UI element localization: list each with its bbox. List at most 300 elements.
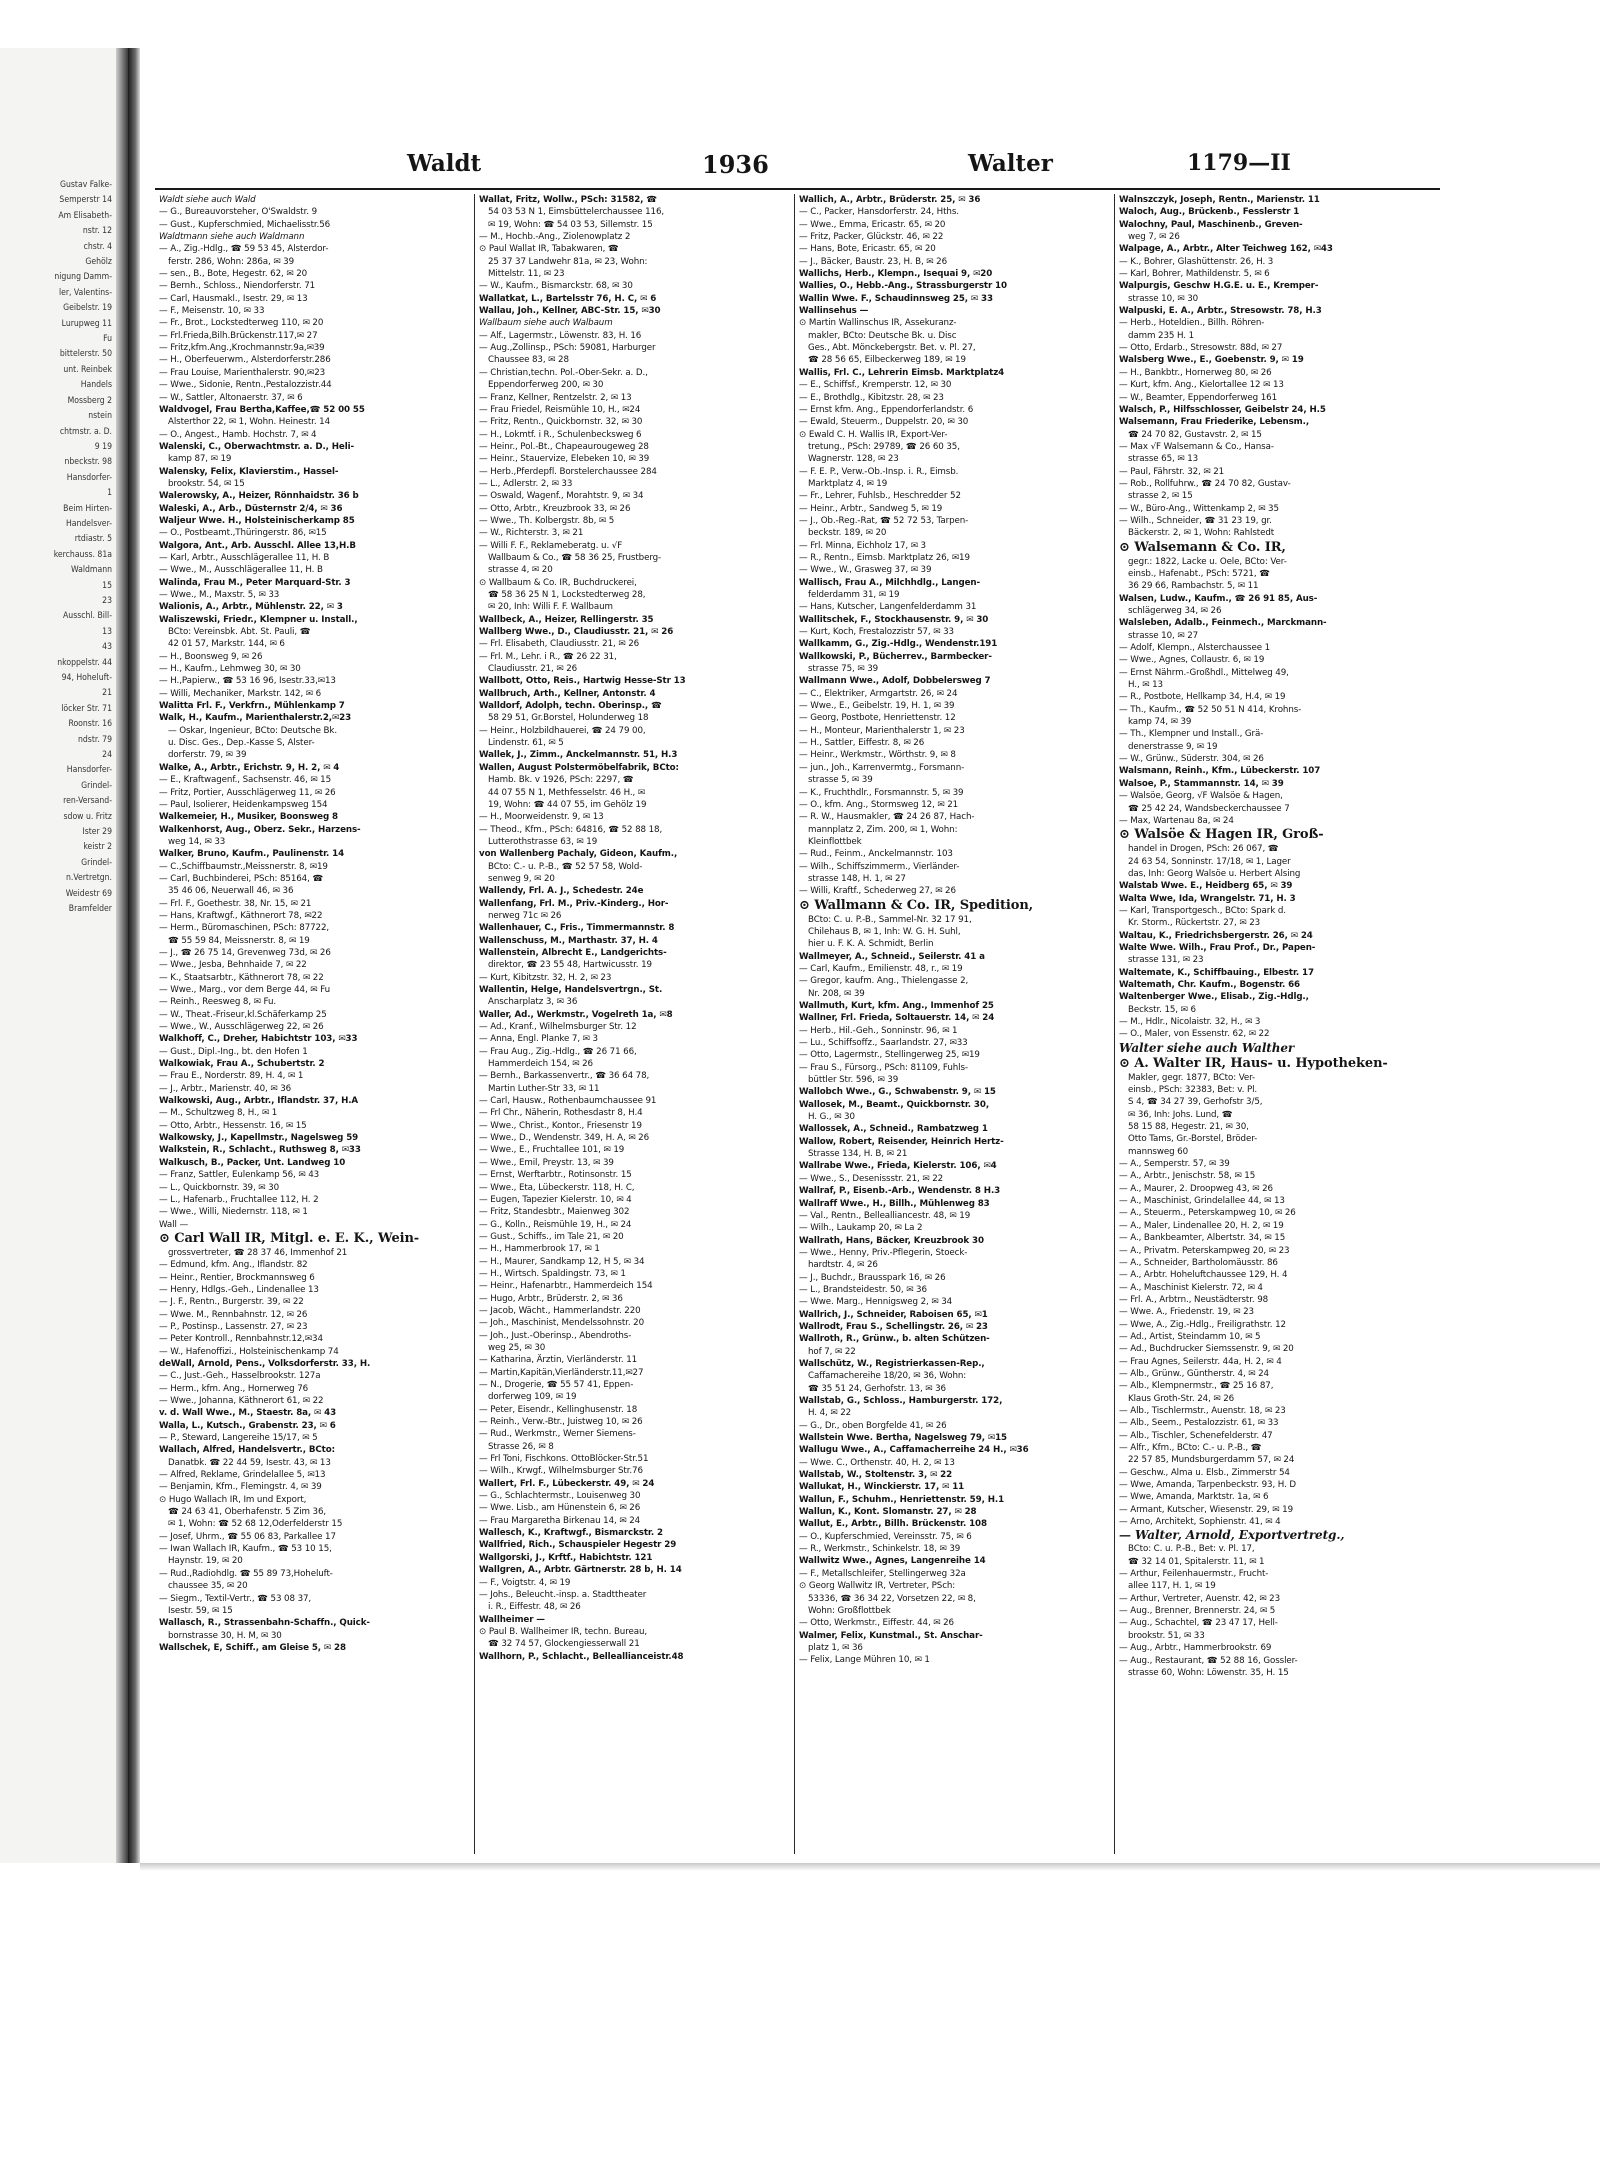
directory-entry: makler, BCto: Deutsche Bk. u. Disc: [808, 330, 957, 341]
directory-entry: — L., Adlerstr. 2, ✉ 33: [479, 478, 573, 489]
left-page-fragment: nkoppelstr. 44: [57, 657, 112, 668]
directory-entry: — M., Schultzweg 8, H., ✉ 1: [159, 1108, 278, 1119]
directory-entry: Mittelstr. 11, ✉ 23: [488, 269, 565, 280]
directory-entry: — K., Fruchthdlr., Forsmannstr. 5, ✉ 39: [799, 787, 964, 798]
directory-entry: Wallmuth, Kurt, kfm. Ang., Immenhof 25: [799, 1001, 994, 1011]
left-page-fragment: Mossberg 2: [67, 395, 112, 406]
directory-entry: Walkusch, B., Packer, Unt. Landweg 10: [159, 1157, 346, 1168]
directory-entry: — Alb., Tischler, Schenefelderstr. 47: [1119, 1430, 1273, 1441]
directory-entry: — Karl, Arbtr., Ausschlägerallee 11, H. B: [159, 552, 330, 563]
directory-entry: — Frl. Minna, Eichholz 17, ✉ 3: [799, 540, 926, 551]
directory-entry: gegr.: 1822, Lacke u. Oele, BCto: Ver-: [1128, 556, 1287, 567]
directory-entry: Wallobch Wwe., G., Schwabenstr. 9, ✉ 15: [799, 1087, 996, 1098]
directory-entry: — Hugo, Arbtr., Brüderstr. 2, ✉ 36: [479, 1293, 623, 1304]
directory-entry: — H., Sattler, Eiffestr. 8, ✉ 26: [799, 738, 925, 749]
directory-entry: Walpage, A., Arbtr., Alter Teichweg 162, ✉43: [1119, 244, 1333, 255]
directory-entry: Waleski, A., Arb., Düsternstr 2/4, ✉ 36: [159, 503, 343, 514]
directory-entry: — K., Bohrer, Glashüttenstr. 26, H. 3: [1119, 256, 1274, 267]
directory-entry: — Georg, Postbote, Henriettenstr. 12: [799, 713, 956, 724]
left-page-fragment: 13: [102, 626, 112, 637]
directory-entry: Waljeur Wwe. H., Holsteinischerkamp 85: [159, 515, 355, 526]
directory-entry: Wallen, August Polstermöbelfabrik, BCto:: [479, 762, 679, 773]
directory-entry: S 4, ☎ 34 27 39, Gerhofstr 3/5,: [1128, 1097, 1263, 1108]
directory-entry: — Anna, Engl. Planke 7, ✉ 3: [479, 1034, 598, 1045]
directory-entry: Wallkowski, P., Bücherrev., Barmbecker-: [799, 651, 992, 662]
left-page-fragment: Grindel-: [81, 857, 112, 868]
directory-entry: Walkowiak, Frau A., Schubertstr. 2: [159, 1059, 325, 1070]
directory-entry: — Frau E., Norderstr. 89, H. 4, ✉ 1: [159, 1071, 304, 1082]
directory-entry: Walpurgis, Geschw H.G.E. u. E., Kremper-: [1119, 281, 1319, 292]
directory-entry: — Peter, Eisendr., Kellinghusenstr. 18: [479, 1404, 638, 1415]
directory-entry: — E., Brothdlg., Kibitzstr. 28, ✉ 23: [799, 392, 944, 403]
directory-entry: ⊙ Hugo Wallach IR, Im und Export,: [159, 1494, 307, 1505]
directory-entry: — F., Metallschleifer, Stellingerweg 32a: [799, 1568, 966, 1579]
left-page-fragment: 23: [102, 595, 112, 606]
directory-entry: — H., Moorweidenstr. 9, ✉ 13: [479, 812, 604, 823]
directory-entry: ☎ 25 42 24, Wandsbeckerchaussee 7: [1128, 803, 1290, 814]
directory-entry: kamp 87, ✉ 19: [168, 454, 232, 465]
directory-entry: strasse 10, ✉ 30: [1128, 293, 1199, 304]
column-2: [475, 194, 795, 1854]
directory-entry: — Gregor, kaufm. Ang., Thielengasse 2,: [799, 976, 969, 987]
left-page-fragment: chstr. 4: [83, 241, 112, 252]
directory-entry: ⊙ Paul B. Wallheimer IR, techn. Bureau,: [479, 1626, 648, 1637]
left-page-fragment: Hansdorfer-: [66, 472, 112, 483]
directory-entry: BCto: C. u. P.-B., Sammel-Nr. 32 17 91,: [808, 914, 972, 925]
directory-entry: hier u. F. K. A. Schmidt, Berlin: [808, 939, 934, 950]
directory-entry: Wallraf, P., Eisenb.-Arb., Wendenstr. 8 H.3: [799, 1186, 1001, 1197]
directory-entry: ⊙ Georg Wallwitz IR, Vertreter, PSch:: [799, 1581, 956, 1592]
directory-entry: — A., Maler, Lindenallee 20, H. 2, ✉ 19: [1119, 1220, 1284, 1231]
left-page-fragment: Hansdorfer-: [66, 765, 112, 776]
directory-entry: — Hans, Bote, Ericastr. 65, ✉ 20: [799, 244, 936, 255]
directory-entry: 22 57 85, Mundsburgerdamm 57, ✉ 24: [1128, 1455, 1295, 1466]
directory-entry: — Carl, Hausmakl., Isestr. 29, ✉ 13: [159, 293, 308, 304]
directory-entry: — Walsöe, Georg, √F Walsöe & Hagen,: [1119, 791, 1283, 802]
directory-entry: — C., Just.-Geh., Hasselbrookstr. 127a: [159, 1371, 321, 1382]
directory-entry: Wagnerstr. 128, ✉ 23: [808, 454, 899, 465]
directory-entry: Wallinsehus —: [799, 306, 869, 317]
directory-entry: H. G., ✉ 30: [808, 1112, 855, 1123]
left-page-fragment: 1: [107, 488, 112, 499]
directory-entry: Walkenhorst, Aug., Oberz. Sekr., Harzens-: [159, 824, 361, 835]
directory-entry: — Willi, Mechaniker, Markstr. 142, ✉ 6: [159, 688, 322, 699]
page-header: [140, 150, 1440, 190]
directory-entry: — L., Hafenarb., Fruchtallee 112, H. 2: [159, 1194, 319, 1205]
directory-entry: — P., Postinsp., Lassenstr. 27, ✉ 23: [159, 1321, 308, 1332]
directory-entry: — Rud., Feinm., Anckelmannstr. 103: [799, 849, 953, 860]
directory-entry: — Val., Rentn., Bellealliancestr. 48, ✉ 19: [799, 1210, 971, 1221]
directory-entry: — Heinr., Werkmstr., Wörthstr. 9, ✉ 8: [799, 750, 956, 761]
directory-entry: — Wilh., Laukamp 20, ✉ La 2: [799, 1223, 923, 1234]
directory-entry: — H., Maurer, Sandkamp 12, H 5, ✉ 34: [479, 1256, 645, 1267]
left-page-fragment: Gehölz: [85, 257, 112, 268]
directory-entry: schlägerweg 34, ✉ 26: [1128, 606, 1222, 616]
left-page-fragment: unt. Reinbek: [63, 364, 112, 375]
directory-entry: v. d. Wall Wwe., M., Staestr. 8a, ✉ 43: [159, 1408, 337, 1419]
directory-entry: Walsoe, P., Stammannstr. 14, ✉ 39: [1119, 778, 1284, 789]
directory-entry: chaussee 35, ✉ 20: [168, 1581, 248, 1592]
directory-entry: grossvertreter, ☎ 28 37 46, Immenhof 21: [168, 1247, 348, 1258]
directory-entry: — O., Angest., Hamb. Hochstr. 7, ✉ 4: [159, 429, 317, 440]
directory-entry: — J., Arbtr., Marienstr. 40, ✉ 36: [159, 1083, 292, 1094]
directory-entry: — Oskar, Ingenieur, BCto: Deutsche Bk.: [168, 725, 337, 736]
directory-entry: weg 14, ✉ 33: [168, 836, 226, 847]
directory-entry: — Josef, Uhrm., ☎ 55 06 83, Parkallee 17: [159, 1531, 336, 1542]
directory-entry: — Frl.Frieda,Bilh.Brückenstr.117,✉ 27: [159, 330, 318, 341]
directory-entry: Wallheimer —: [479, 1614, 545, 1625]
directory-entry: — Gust., Dipl.-Ing., bt. den Hofen 1: [159, 1046, 308, 1057]
left-page-fragment: Bramfelder: [68, 904, 112, 915]
left-page-fragment: rtdiastr. 5: [74, 534, 112, 545]
directory-entry: strasse 148, H. 1, ✉ 27: [808, 873, 906, 884]
directory-entry: — G., Bureauvorsteher, O'Swaldstr. 9: [159, 207, 317, 218]
directory-entry: Wallosek, M., Beamt., Quickbornstr. 30,: [799, 1099, 990, 1110]
directory-entry: — G., Kolln., Reismühle 19, H., ✉ 24: [479, 1219, 632, 1230]
directory-entry: — Otto, Arbtr., Kreuzbrook 33, ✉ 26: [479, 503, 631, 514]
directory-entry: Wallwitz Wwe., Agnes, Langenreihe 14: [799, 1556, 986, 1567]
directory-entry: — Frau Louise, Marienthalerstr. 90,✉23: [159, 367, 326, 378]
left-page-fragment: Handelsver-: [65, 518, 112, 529]
directory-entry: 58 15 88, Hegestr. 21, ✉ 30,: [1128, 1122, 1249, 1133]
directory-entry: Klaus Groth-Str. 24, ✉ 26: [1128, 1393, 1235, 1404]
directory-entry: i. R., Eiffestr. 48, ✉ 26: [488, 1602, 581, 1613]
directory-entry: — Rud.,Radiohdlg. ☎ 55 89 73,Hoheluft-: [159, 1568, 333, 1579]
directory-entry: strasse 60, Wohn: Löwenstr. 35, H. 15: [1128, 1667, 1289, 1678]
directory-entry: Walkowsky, J., Kapellmstr., Nagelsweg 59: [159, 1133, 359, 1144]
directory-entry: handel in Drogen, PSch: 26 067, ☎: [1128, 844, 1279, 855]
directory-entry: — Wwe., Henny, Priv.-Pflegerin, Stoeck-: [799, 1247, 968, 1258]
directory-entry: Wallies, O., Hebb.-Ang., Strassburgerstr 10: [799, 281, 1007, 292]
directory-entry: Walsen, Ludw., Kaufm., ☎ 26 91 85, Aus-: [1119, 593, 1318, 604]
directory-entry: — Wwe., Th. Kolbergstr. 8b, ✉ 5: [479, 515, 615, 526]
directory-entry: Wallichs, Herb., Klempn., Isequai 9, ✉20: [799, 269, 993, 280]
directory-entry: — Wwe., Jesba, Behnhaide 7, ✉ 22: [159, 960, 307, 971]
directory-entry: strasse 10, ✉ 27: [1128, 630, 1199, 641]
directory-entry: brookstr. 51, ✉ 33: [1128, 1630, 1205, 1641]
left-page-fragment: nstr. 12: [82, 226, 112, 237]
directory-entry: — F., Meisenstr. 10, ✉ 33: [159, 306, 265, 317]
directory-entry: Wallun, F., Schuhm., Henriettenstr. 59, H.1: [799, 1494, 1005, 1505]
directory-entry: — Christian,techn. Pol.-Ober-Sekr. a. D.,: [479, 367, 648, 378]
directory-entry: — Alb., Seem., Pestalozzistr. 61, ✉ 33: [1119, 1418, 1279, 1429]
directory-entry: Wallesch, K., Kraftwgf., Bismarckstr. 2: [479, 1528, 663, 1539]
directory-entry: — Siegm., Textil-Vertr., ☎ 53 08 37,: [159, 1593, 312, 1604]
directory-entry: Wallrodt, Frau S., Schellingstr. 26, ✉ 23: [799, 1321, 988, 1332]
directory-entry: 25 37 37 Landwehr 81a, ✉ 23, Wohn:: [488, 256, 648, 267]
header-rule: [155, 188, 1440, 190]
directory-entry: — Johs., Beleucht.-insp. a. Stadttheater: [479, 1589, 647, 1600]
directory-entry: — Kurt, Koch, Frestalozzistr 57, ✉ 33: [799, 627, 954, 638]
directory-entry: — Arthur, Feilenhauermstr., Frucht-: [1119, 1569, 1269, 1580]
directory-entry: direktor, ☎ 23 55 48, Hartwicusstr. 19: [488, 960, 652, 971]
directory-entry: — Wwe., W., Grasweg 37, ✉ 39: [799, 565, 932, 576]
directory-entry: ⊙ Martin Wallinschus IR, Assekuranz-: [799, 318, 957, 329]
directory-entry: Walkowski, Aug., Arbtr., Iflandstr. 37, H.A: [159, 1096, 359, 1107]
directory-entry: — Rud., Werkmstr., Werner Siemens-: [479, 1429, 636, 1440]
left-page-fragment: Am Elisabeth-: [58, 210, 112, 221]
directory-entry: — Oswald, Wagenf., Morahtstr. 9, ✉ 34: [479, 491, 644, 502]
directory-entry: — Wwe., M., Maxstr. 5, ✉ 33: [159, 590, 280, 600]
directory-entry: — L., Quickbornstr. 39, ✉ 30: [159, 1182, 279, 1193]
directory-entry: Walkemeier, H., Musiker, Boonsweg 8: [159, 812, 338, 823]
directory-entry: Walerowsky, A., Heizer, Rönnhaidstr. 36 b: [159, 491, 359, 502]
directory-entry: — Ad., Buchdrucker Siemssenstr. 9, ✉ 20: [1119, 1344, 1294, 1355]
directory-entry: — Heinr., Rentier, Brockmannsweg 6: [159, 1272, 315, 1283]
directory-entry: — Otto, Werkmstr., Eiffestr. 44, ✉ 26: [799, 1618, 954, 1629]
directory-entry: Hamb. Bk. v 1926, PSch: 2297, ☎: [488, 775, 634, 786]
directory-entry: — Gust., Schiffs., im Tale 21, ✉ 20: [479, 1231, 624, 1242]
directory-entry: Bäckerstr. 2, ✉ 1, Wohn: Rahlstedt: [1128, 528, 1275, 539]
directory-entry: — Theod., Kfm., PSch: 64816, ☎ 52 88 18,: [479, 824, 663, 835]
directory-entry: Martin Luther-Str 33, ✉ 11: [488, 1083, 600, 1094]
directory-entry: — Alb., Tischlermstr., Auenstr. 18, ✉ 23: [1119, 1405, 1286, 1416]
directory-entry: Alsterthor 22, ✉ 1, Wohn. Heinestr. 14: [168, 417, 330, 428]
directory-entry: — W., Sattler, Altonaerstr. 37, ✉ 6: [159, 392, 303, 403]
directory-entry: Wallbaum siehe auch Walbaum: [479, 318, 613, 329]
directory-entry: ✉ 20, Inh: Willi F. F. Wallbaum: [488, 602, 613, 613]
directory-entry: — Carl, Buchbinderei, PSch: 85164, ☎: [159, 873, 324, 884]
directory-entry: Strasse 26, ✉ 8: [488, 1441, 554, 1452]
directory-entry: strasse 5, ✉ 39: [808, 775, 873, 786]
directory-entry: — H.,Papierw., ☎ 53 16 96, Isestr.33,✉13: [159, 676, 336, 687]
directory-entry: — W., Richterstr. 3, ✉ 21: [479, 528, 584, 539]
directory-entry: — Fritz, Rentn., Quickbornstr. 32, ✉ 30: [479, 417, 643, 428]
directory-entry: — Herb., Hil.-Geh., Sonninstr. 96, ✉ 1: [799, 1025, 958, 1036]
directory-entry: — A., Zig.-Hdlg., ☎ 59 53 45, Alsterdor-: [159, 244, 329, 255]
directory-entry: — Walter, Arnold, Exportvertretg.,: [1119, 1528, 1345, 1543]
page-bottom-edge: [140, 1863, 1600, 1871]
directory-entry: — R., Werkmstr., Schinkelstr. 18, ✉ 39: [799, 1544, 961, 1555]
directory-entry: — Hans, Kraftwgf., Käthnerort 78, ✉22: [159, 910, 323, 921]
directory-entry: Isestr. 59, ✉ 15: [168, 1605, 233, 1616]
left-page-edge: [0, 48, 130, 1863]
directory-entry: — Kurt, Kibitzstr. 32, H. 2, ✉ 23: [479, 972, 612, 983]
directory-entry: — Wilh., Krwgf., Wilhelmsburger Str.76: [479, 1466, 643, 1477]
directory-entry: Wallstab, W., Stoltenstr. 3, ✉ 22: [799, 1470, 953, 1481]
directory-entry: — Frau Friedel, Reismühle 10, H., ✉24: [479, 404, 641, 415]
directory-columns: [155, 194, 1440, 1854]
directory-entry: — Wwe., S., Desenissstr. 21, ✉ 22: [799, 1173, 944, 1184]
directory-entry: Wallbeck, A., Heizer, Rellingerstr. 35: [479, 614, 654, 625]
directory-entry: — Frl. A., Arbtrn., Neustädterstr. 98: [1119, 1294, 1269, 1305]
directory-entry: — E., Schiffsf., Kremperstr. 12, ✉ 30: [799, 380, 952, 391]
directory-entry: — R., Rentn., Eimsb. Marktplatz 26, ✉19: [799, 552, 970, 563]
directory-entry: — Reinh., Reesweg 8, ✉ Fu.: [159, 997, 277, 1008]
directory-entry: Wohn: Großflottbek: [808, 1605, 891, 1616]
directory-entry: — F. E. P., Verw.-Ob.-Insp. i. R., Eimsb.: [799, 466, 959, 477]
directory-entry: Wall —: [159, 1219, 189, 1230]
directory-entry: — Herb.,Pferdepfl. Borstelerchaussee 284: [479, 466, 657, 477]
directory-entry: — W., Theat.-Friseur,kl.Schäferkamp 25: [159, 1009, 327, 1020]
directory-entry: Walstab Wwe. E., Heidberg 65, ✉ 39: [1119, 881, 1293, 892]
directory-entry: — Wwe., Johanna, Käthnerort 61, ✉ 22: [159, 1396, 324, 1406]
left-page-fragment: Roonstr. 16: [68, 719, 112, 730]
directory-entry: Chaussee 83, ✉ 28: [488, 355, 569, 366]
directory-entry: — Ernst, Werftarbtr., Rotinsonstr. 15: [479, 1170, 632, 1181]
directory-entry: Waloch, Aug., Brückenb., Fesslerstr 1: [1119, 207, 1300, 218]
directory-entry: Wallberg Wwe., D., Claudiusstr. 21, ✉ 26: [479, 627, 674, 638]
directory-entry: — Felix, Lange Mühren 10, ✉ 1: [799, 1655, 930, 1666]
left-page-fragment: keistr 2: [83, 842, 112, 853]
directory-entry: — Bernh., Barkassenvertr., ☎ 36 64 78,: [479, 1071, 650, 1082]
directory-entry: Wallat, Fritz, Wollw., PSch: 31582, ☎: [479, 195, 658, 205]
directory-entry: dorferstr. 79, ✉ 39: [168, 750, 247, 761]
directory-entry: Ges., Abt. Mönckebergstr. Bet. v. Pl. 27,: [808, 343, 976, 354]
directory-entry: Hammerdeich 154, ✉ 26: [488, 1059, 593, 1070]
directory-entry: — Frl. M., Lehr. i R., ☎ 26 22 31,: [479, 651, 617, 662]
directory-entry: 44 07 55 N 1, Methfesselstr. 46 H., ✉: [488, 787, 646, 798]
directory-entry: — Frau S., Fürsorg., PSch: 81109, Fuhls-: [799, 1062, 968, 1073]
directory-entry: Wallraff Wwe., H., Billh., Mühlenweg 83: [799, 1198, 990, 1209]
directory-entry: — L., Brandsteidestr. 50, ✉ 36: [799, 1284, 927, 1295]
directory-entry: — Th., Klempner und Install., Grä-: [1119, 729, 1264, 740]
directory-entry: Walsch, P., Hilfsschlosser, Geibelstr 24, H.5: [1119, 404, 1326, 415]
directory-entry: — Frl. F., Goethestr. 38, Nr. 15, ✉ 21: [159, 898, 312, 909]
directory-entry: — E., Kraftwagenf., Sachsenstr. 46, ✉ 15: [159, 775, 332, 786]
directory-entry: — R. W., Hausmakler, ☎ 24 26 87, Hach-: [799, 812, 975, 823]
directory-entry: ferstr. 286, Wohn: 286a, ✉ 39: [168, 256, 295, 267]
directory-entry: — Heinr., Hafenarbtr., Hammerdeich 154: [479, 1281, 653, 1292]
directory-entry: — jun., Joh., Karrenvermtg., Forsmann-: [799, 762, 965, 773]
directory-entry: BCto: C.- u. P.-B., ☎ 52 57 58, Wold-: [488, 861, 643, 872]
directory-entry: — Wwe. M., Rennbahnstr. 12, ✉ 26: [159, 1309, 308, 1320]
directory-entry: — Heinr., Holzbildhauerei, ☎ 24 79 00,: [479, 725, 646, 736]
directory-entry: — Wwe., Agnes, Collaustr. 6, ✉ 19: [1119, 655, 1265, 666]
directory-entry: — Carl, Kaufm., Emilienstr. 48, r., ✉ 19: [799, 963, 963, 974]
directory-entry: — F., Voigtstr. 4, ✉ 19: [479, 1577, 571, 1588]
directory-entry: — Heinr., Arbtr., Sandweg 5, ✉ 19: [799, 503, 943, 514]
directory-entry: — Aug.,Zollinsp., PSch: 59081, Harburger: [479, 343, 656, 354]
page-number: 1179—II: [1187, 150, 1291, 176]
directory-entry: Walk, H., Kaufm., Marienthalerstr.2,✉23: [159, 713, 352, 724]
directory-entry: — Heinr., Stauervize, Elebeken 10, ✉ 39: [479, 454, 650, 465]
directory-entry: — Aug., Schachtel, ☎ 23 47 17, Hell-: [1119, 1618, 1278, 1629]
directory-entry: — Wwe., Marg., vor dem Berge 44, ✉ Fu: [159, 985, 330, 995]
directory-entry: — Henry, Hdlgs.-Geh., Lindenallee 13: [159, 1284, 319, 1295]
directory-entry: — H., Oberfeuerwm., Alsterdorferstr.286: [159, 355, 331, 366]
directory-entry: — G., Dr., oben Borgfelde 41, ✉ 26: [799, 1420, 947, 1431]
directory-entry: — Joh., Maschinist, Mendelssohnstr. 20: [479, 1318, 645, 1329]
directory-entry: — Wwe., D., Wendenstr. 349, H. A, ✉ 26: [479, 1133, 650, 1144]
directory-entry: Anscharplatz 3, ✉ 36: [488, 997, 578, 1008]
directory-entry: Wallatkat, L., Bartelsstr 76, H. C, ✉ 6: [479, 293, 657, 304]
directory-entry: ⊙ Walsöe & Hagen IR, Groß-: [1119, 827, 1324, 843]
directory-entry: einsb., Hafenabt., PSch: 5721, ☎: [1128, 568, 1270, 579]
directory-entry: — Wwe., Emma, Ericastr. 65, ✉ 20: [799, 219, 946, 230]
directory-entry: Chilehaus B, ✉ 1, Inh: W. G. H. Suhl,: [808, 926, 961, 937]
directory-entry: tretung., PSch: 29789, ☎ 26 60 35,: [808, 441, 960, 452]
directory-entry: Wallhorn, P., Schlacht., Belleallianceistr.48: [479, 1651, 684, 1662]
directory-entry: Wallbott, Otto, Reis., Hartwig Hesse-Str 13: [479, 676, 686, 687]
directory-entry: — A., Privatm. Peterskampweg 20, ✉ 23: [1119, 1245, 1290, 1256]
directory-entry: Waltemate, K., Schiffbauing., Elbestr. 17: [1119, 967, 1314, 978]
directory-entry: — Fritz, Portier, Ausschlägerweg 11, ✉ 26: [159, 787, 336, 798]
directory-entry: — Otto, Erdarb., Stresowstr. 88d, ✉ 27: [1119, 343, 1283, 354]
directory-entry: Wallbruch, Arth., Kellner, Antonstr. 4: [479, 688, 656, 699]
left-page-fragment: sdow u. Fritz: [63, 811, 112, 822]
directory-entry: büttler Str. 596, ✉ 39: [808, 1075, 899, 1086]
directory-entry: — H., Wirtsch. Spaldingstr. 73, ✉ 1: [479, 1268, 626, 1279]
directory-entry: damm 235 H. 1: [1128, 330, 1194, 341]
directory-entry: — Lu., Schiffsoffz., Saarlandstr. 27, ✉33: [799, 1038, 968, 1049]
directory-entry: Wallut, E., Arbtr., Billh. Brückenstr. 108: [799, 1519, 987, 1530]
directory-entry: ☎ 24 70 82, Gustavstr. 2, ✉ 15: [1128, 429, 1262, 440]
directory-entry: Wallasch, R., Strassenbahn-Schaffn., Quick-: [159, 1618, 370, 1629]
directory-entry: Waller, Ad., Werkmstr., Vogelreth 1a, ✉8: [479, 1009, 673, 1020]
directory-entry: — W., Beamter, Eppendorferweg 161: [1119, 392, 1278, 403]
directory-entry: das, Inh: Georg Walsöe u. Herbert Alsing: [1128, 868, 1301, 879]
directory-entry: — Eugen, Tapezier Kielerstr. 10, ✉ 4: [479, 1194, 632, 1205]
directory-entry: — Edmund, kfm. Ang., Iflandstr. 82: [159, 1260, 308, 1271]
directory-entry: Makler, gegr. 1877, BCto: Ver-: [1128, 1072, 1256, 1083]
directory-entry: Wallert, Frl. F., Lübeckerstr. 49, ✉ 24: [479, 1478, 655, 1489]
directory-entry: — Wwe, Amanda, Tarpenbeckstr. 93, H. D: [1119, 1480, 1297, 1491]
left-page-fragment: Handels: [80, 380, 112, 391]
directory-page: [140, 48, 1600, 1863]
directory-entry: ☎ 24 63 41, Oberhafenstr. 5 Zim 36,: [168, 1507, 327, 1518]
directory-entry: Wallau, Joh., Kellner, ABC-Str. 15, ✉30: [479, 306, 661, 317]
directory-entry: — Fritz, Standesbtr., Maienweg 302: [479, 1207, 630, 1218]
directory-entry: — K., Staatsarbtr., Käthnerort 78, ✉ 22: [159, 972, 324, 983]
directory-entry: — H., Boonsweg 9, ✉ 26: [159, 651, 263, 662]
header-last-entry: Walter: [968, 150, 1053, 177]
directory-entry: Wallis, Frl. C., Lehrerin Eimsb. Marktplatz4: [799, 367, 1005, 378]
directory-entry: — Karl, Transportgesch., BCto: Spark d.: [1119, 905, 1286, 916]
directory-entry: u. Disc. Ges., Dep.-Kasse S, Alster-: [168, 738, 315, 749]
directory-entry: Lutterothstrasse 63, ✉ 19: [488, 836, 598, 847]
directory-entry: Waldtmann siehe auch Waldmann: [159, 232, 305, 243]
directory-entry: — Frl. Elisabeth, Claudiusstr. 21, ✉ 26: [479, 639, 640, 650]
directory-entry: — Willi, Kraftf., Schederweg 27, ✉ 26: [799, 886, 956, 897]
directory-entry: Waliszewski, Friedr., Klempner u. Install.,: [159, 614, 358, 625]
directory-entry: — sen., B., Bote, Hegestr. 62, ✉ 20: [159, 269, 308, 280]
directory-entry: 35 46 06, Neuerwall 46, ✉ 36: [168, 886, 294, 897]
left-page-fragment: Fu: [103, 334, 112, 345]
directory-entry: Wallmeyer, A., Schneid., Seilerstr. 41 a: [799, 951, 985, 962]
directory-entry: — Wwe. C., Orthenstr. 40, H. 2, ✉ 13: [799, 1457, 955, 1468]
directory-entry: Walke, A., Arbtr., Erichstr. 9, H. 2, ✉ 4: [159, 762, 340, 773]
directory-entry: Wallek, J., Zimm., Anckelmannstr. 51, H.3: [479, 750, 678, 761]
directory-entry: — Paul, Isolierer, Heidenkampsweg 154: [159, 799, 328, 810]
directory-entry: Walkhoff, C., Dreher, Habichtstr 103, ✉33: [159, 1034, 358, 1045]
directory-entry: platz 1, ✉ 36: [808, 1642, 863, 1653]
directory-entry: — A., Schneider, Bartholomäusstr. 86: [1119, 1257, 1278, 1268]
directory-entry: — Wwe., E., Fruchtallee 101, ✉ 19: [479, 1145, 625, 1156]
left-page-fragment: ndstr. 79: [77, 734, 112, 745]
left-page-fragment: Grindel-: [81, 780, 112, 791]
left-page-fragment: kerchauss. 81a: [53, 549, 112, 560]
header-first-entry: Waldt: [407, 150, 482, 177]
directory-entry: senweg 9, ✉ 20: [488, 873, 555, 884]
directory-entry: ☎ 32 74 57, Glockengiesserwall 21: [488, 1639, 640, 1650]
directory-entry: — W., Kaufm., Bismarckstr. 68, ✉ 30: [479, 281, 633, 292]
directory-entry: 36 29 66, Rambachstr. 5, ✉ 11: [1128, 581, 1259, 592]
directory-entry: — Rob., Rollfuhrw., ☎ 24 70 82, Gustav-: [1119, 478, 1291, 489]
directory-entry: weg 7, ✉ 26: [1128, 232, 1180, 243]
directory-entry: Wallrich, J., Schneider, Raboisen 65, ✉1: [799, 1309, 988, 1320]
directory-entry: — Herm., kfm. Ang., Hornerweg 76: [159, 1383, 309, 1394]
directory-entry: hardtstr. 4, ✉ 26: [808, 1260, 878, 1271]
directory-entry: — Wilh., Schneider, ☎ 31 23 19, gr.: [1119, 515, 1272, 526]
directory-entry: — G., Schlachtermstr., Louisenweg 30: [479, 1491, 641, 1502]
directory-entry: — Wwe., Willi, Niedernstr. 118, ✉ 1: [159, 1207, 308, 1218]
directory-entry: ☎ 35 51 24, Gerhofstr. 13, ✉ 36: [808, 1383, 946, 1394]
directory-entry: — Ad., Kranf., Wilhelmsburger Str. 12: [479, 1022, 637, 1033]
directory-entry: — Wilh., Schiffszimmerm., Vierländer-: [799, 861, 960, 872]
directory-entry: — Max, Wartenau 8a, ✉ 24: [1119, 815, 1234, 826]
directory-entry: — Wwe. Lisb., am Hünenstein 6, ✉ 26: [479, 1503, 641, 1514]
